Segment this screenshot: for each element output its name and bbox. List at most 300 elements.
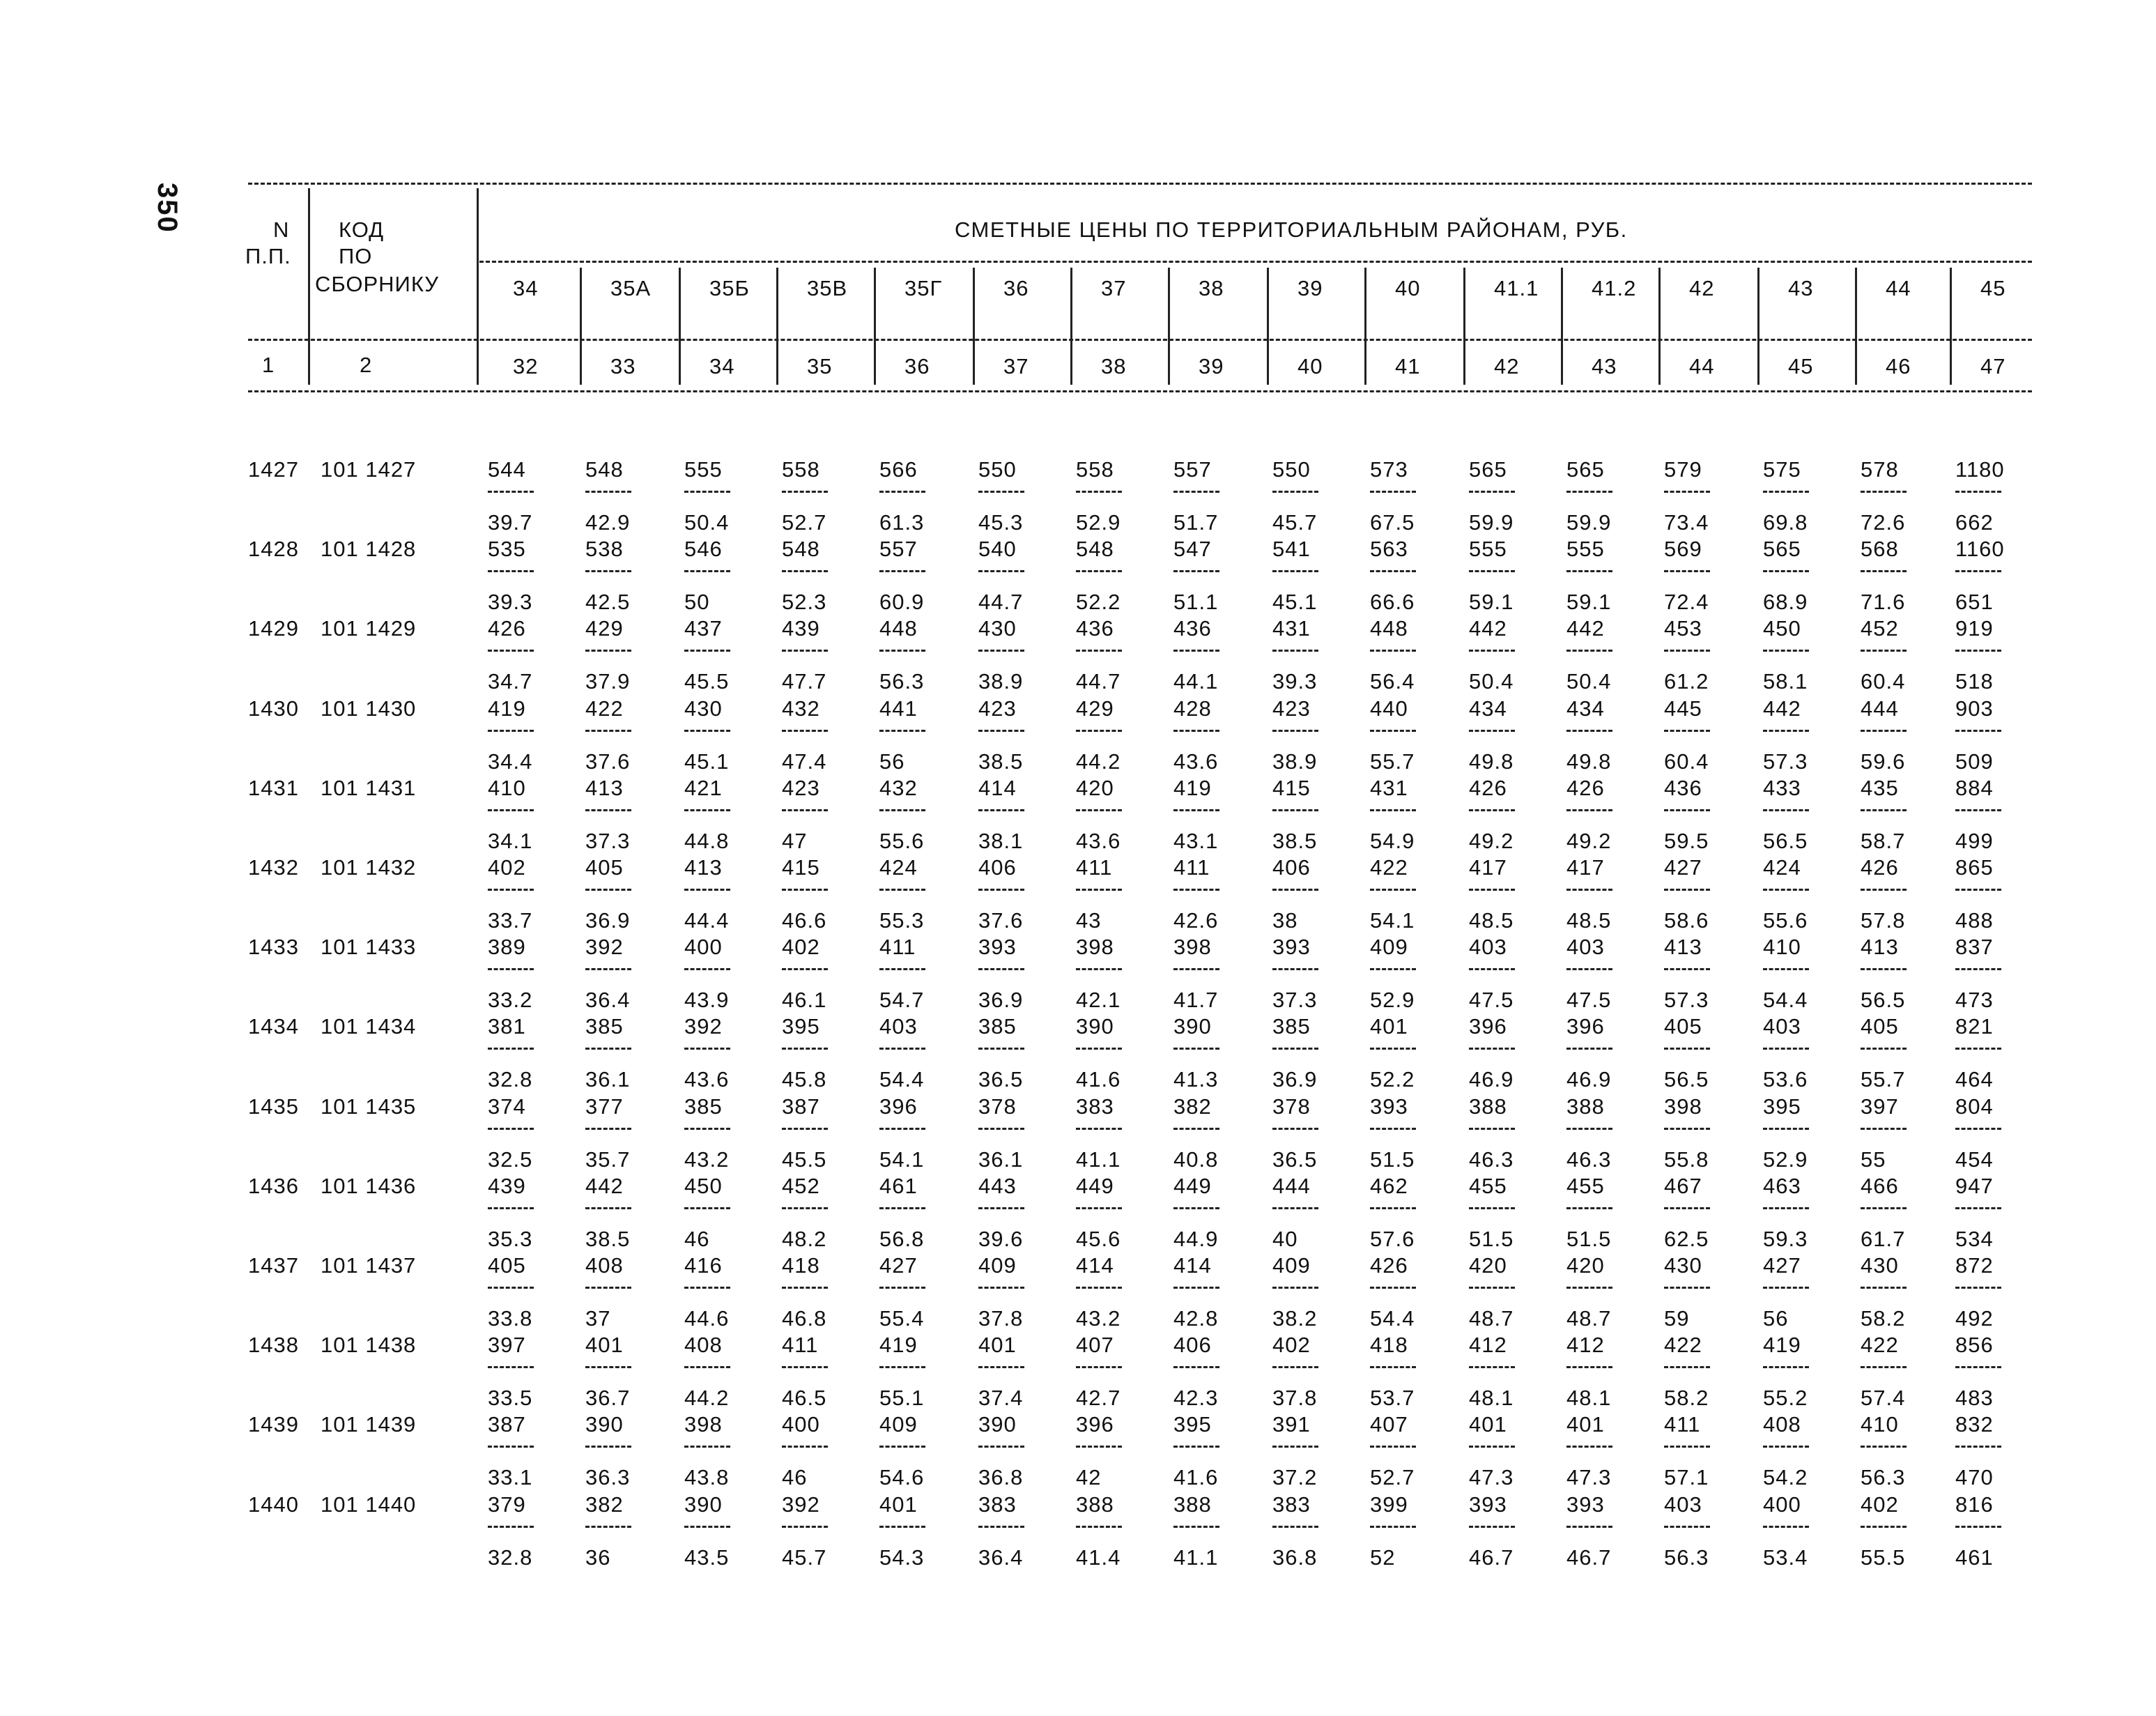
fraction-separator [1272,1526,1318,1528]
fraction-separator [1955,1048,2001,1050]
price-value: 395 [782,1014,820,1039]
price-value: 422 [1664,1333,1702,1357]
price-value: 428 [1173,696,1212,721]
price-value: 398 [1173,935,1212,959]
price-value: 442 [1763,696,1801,721]
wage-value: 36.8 [1272,1545,1318,1570]
price-value: 408 [585,1253,624,1278]
wage-value: 47 [782,829,808,853]
fraction-separator [1566,1048,1612,1050]
wage-value: 47.4 [782,749,827,774]
price-value: 413 [585,776,624,800]
price-value: 377 [585,1094,624,1119]
fraction-separator [1370,889,1416,891]
price-value: 439 [782,616,820,641]
price-value: 385 [684,1094,723,1119]
wage-value: 54.9 [1370,829,1415,853]
price-value: 402 [1861,1492,1899,1517]
fraction-separator [1664,889,1710,891]
wage-value: 33.2 [488,988,533,1012]
fraction-separator [1173,491,1219,493]
wage-value: 48.7 [1566,1306,1612,1331]
fraction-separator [1173,1446,1219,1448]
wage-value: 54.4 [1763,988,1808,1012]
price-value: 434 [1469,696,1507,721]
price-value: 396 [879,1094,918,1119]
row-code: 101 1432 [321,855,417,880]
price-value: 423 [782,776,820,800]
column-number: 46 [1886,354,1911,378]
fraction-separator [879,1287,925,1289]
fraction-separator [1469,1207,1515,1209]
price-value: 450 [1763,616,1801,641]
price-value: 422 [1370,855,1408,880]
fraction-separator [1861,1446,1907,1448]
wage-value: 45.5 [684,669,730,694]
fraction-separator [1272,1128,1318,1130]
row-number: 1431 [248,776,299,800]
wage-value: 35.3 [488,1227,533,1251]
price-value: 429 [585,616,624,641]
fraction-separator [1763,491,1809,493]
price-value: 467 [1664,1174,1702,1198]
price-value: 455 [1566,1174,1605,1198]
price-value: 415 [782,855,820,880]
wage-value: 60.4 [1861,669,1906,694]
price-value: 397 [488,1333,526,1357]
wage-value: 47.5 [1566,988,1612,1012]
price-value: 865 [1955,855,1994,880]
price-value: 821 [1955,1014,1994,1039]
fraction-separator [684,809,730,811]
price-value: 432 [782,696,820,721]
wage-value: 72.6 [1861,510,1906,535]
fraction-separator [684,1207,730,1209]
wage-value: 43.6 [1173,749,1219,774]
column-divider [1855,268,1857,385]
wage-value: 662 [1955,510,1994,535]
price-value: 411 [1076,855,1113,880]
row-number: 1434 [248,1014,299,1039]
fraction-separator [1566,1207,1612,1209]
fraction-separator [1076,1366,1122,1368]
wage-value: 68.9 [1763,590,1808,614]
fraction-separator [1566,1526,1612,1528]
wage-value: 46.5 [782,1386,827,1410]
fraction-separator [1076,968,1122,970]
wage-value: 470 [1955,1465,1994,1489]
fraction-separator [1664,1287,1710,1289]
wage-value: 54.1 [1370,908,1415,933]
price-value: 555 [684,457,723,482]
wage-value: 37.6 [585,749,631,774]
wage-value: 37.9 [585,669,631,694]
price-value: 411 [1664,1412,1701,1437]
wage-value: 57.6 [1370,1227,1415,1251]
wage-value: 37.8 [978,1306,1024,1331]
wage-value: 59.3 [1763,1227,1808,1251]
price-value: 903 [1955,696,1994,721]
wage-value: 55.8 [1664,1147,1709,1172]
fraction-separator [1173,809,1219,811]
price-value: 872 [1955,1253,1994,1278]
price-value: 416 [684,1253,723,1278]
wage-value: 39.3 [488,590,533,614]
fraction-separator [978,1526,1024,1528]
fraction-separator [1076,1048,1122,1050]
fraction-separator [978,1048,1024,1050]
wage-value: 36.8 [978,1465,1024,1489]
price-value: 382 [585,1492,624,1517]
fraction-separator [1076,1128,1122,1130]
fraction-separator [1469,1287,1515,1289]
fraction-separator [1076,1207,1122,1209]
price-value: 565 [1469,457,1507,482]
price-value: 397 [1861,1094,1899,1119]
price-value: 422 [585,696,624,721]
fraction-separator [1763,968,1809,970]
price-value: 378 [978,1094,1017,1119]
price-value: 388 [1173,1492,1212,1517]
price-value: 388 [1469,1094,1507,1119]
region-code-header: 37 [1101,276,1127,300]
fraction-separator [1763,1526,1809,1528]
header-top-rule [248,183,2032,185]
fraction-separator [684,889,730,891]
fraction-separator [1955,650,2001,652]
wage-value: 48.7 [1469,1306,1514,1331]
fraction-separator [782,968,828,970]
fraction-separator [1370,730,1416,732]
fraction-separator [1469,1366,1515,1368]
wage-value: 73.4 [1664,510,1709,535]
price-value: 426 [488,616,526,641]
fraction-separator [684,650,730,652]
wage-value: 39.7 [488,510,533,535]
fraction-separator [1763,809,1809,811]
wage-value: 56.8 [879,1227,925,1251]
fraction-separator [1664,1207,1710,1209]
price-value: 430 [978,616,1017,641]
price-value: 426 [1370,1253,1408,1278]
fraction-separator [1955,889,2001,891]
price-value: 548 [1076,537,1114,561]
fraction-separator [1370,1446,1416,1448]
fraction-separator [488,1287,534,1289]
pp-label: П.П. [245,244,291,268]
wage-value: 46.6 [782,908,827,933]
price-value: 449 [1076,1174,1114,1198]
fraction-separator [1469,650,1515,652]
wage-value: 37.3 [1272,988,1318,1012]
price-value: 411 [879,935,916,959]
region-code-header: 39 [1298,276,1323,300]
fraction-separator [1272,1446,1318,1448]
wage-value: 42.7 [1076,1386,1121,1410]
table-title: СМЕТНЫЕ ЦЕНЫ ПО ТЕРРИТОРИАЛЬНЫМ РАЙОНАМ, РУБ. [955,217,1628,242]
wage-value: 55 [1861,1147,1886,1172]
price-value: 383 [978,1492,1017,1517]
fraction-separator [1469,730,1515,732]
wage-value: 46.9 [1566,1067,1612,1091]
price-value: 544 [488,457,526,482]
fraction-separator [879,650,925,652]
fraction-separator [978,809,1024,811]
region-code-header: 38 [1199,276,1224,300]
price-value: 431 [1272,616,1311,641]
wage-value: 52.7 [1370,1465,1415,1489]
row-code: 101 1440 [321,1492,417,1517]
price-value: 398 [1076,935,1114,959]
wage-value: 46.3 [1469,1147,1514,1172]
fraction-separator [879,570,925,572]
fraction-separator [488,1526,534,1528]
fraction-separator [1370,1526,1416,1528]
wage-value: 59.1 [1566,590,1612,614]
wage-value: 46.7 [1469,1545,1514,1570]
price-value: 444 [1272,1174,1311,1198]
price-value: 435 [1861,776,1899,800]
region-code-header: 40 [1395,276,1421,300]
fraction-separator [488,650,534,652]
price-value: 405 [1861,1014,1899,1039]
price-value: 390 [978,1412,1017,1437]
price-value: 547 [1173,537,1212,561]
fraction-separator [1955,1526,2001,1528]
wage-value: 44.2 [684,1386,730,1410]
fraction-separator [879,1128,925,1130]
price-value: 401 [1469,1412,1507,1437]
fraction-separator [1469,1526,1515,1528]
wage-value: 37.2 [1272,1465,1318,1489]
wage-value: 57.1 [1664,1465,1709,1489]
fraction-separator [1272,491,1318,493]
wage-value: 44.2 [1076,749,1121,774]
column-divider [1658,268,1661,385]
wage-value: 56 [879,749,905,774]
price-value: 436 [1664,776,1702,800]
wage-value: 46.9 [1469,1067,1514,1091]
fraction-separator [1763,650,1809,652]
wage-value: 54.4 [1370,1306,1415,1331]
fraction-separator [1763,570,1809,572]
fraction-separator [1664,650,1710,652]
fraction-separator [978,491,1024,493]
wage-value: 32.5 [488,1147,533,1172]
price-value: 410 [1861,1412,1899,1437]
price-value: 563 [1370,537,1408,561]
wage-value: 36.5 [978,1067,1024,1091]
price-value: 402 [1272,1333,1311,1357]
price-value: 569 [1664,537,1702,561]
fraction-separator [879,1207,925,1209]
price-value: 579 [1664,457,1702,482]
wage-value: 47.7 [782,669,827,694]
price-value: 430 [684,696,723,721]
price-value: 439 [488,1174,526,1198]
fraction-separator [1664,809,1710,811]
fraction-separator [782,1048,828,1050]
fraction-separator [1861,1128,1907,1130]
price-value: 461 [879,1174,918,1198]
fraction-separator [1664,1446,1710,1448]
price-value: 919 [1955,616,1994,641]
price-value: 566 [879,457,918,482]
fraction-separator [1664,1366,1710,1368]
wage-value: 43.8 [684,1465,730,1489]
wage-value: 55.3 [879,908,925,933]
price-value: 550 [978,457,1017,482]
price-value: 415 [1272,776,1311,800]
price-value: 466 [1861,1174,1899,1198]
fraction-separator [488,1446,534,1448]
price-value: 383 [1076,1094,1114,1119]
price-value: 450 [684,1174,723,1198]
wage-value: 43.6 [684,1067,730,1091]
wage-value: 43.5 [684,1545,730,1570]
wage-value: 36.7 [585,1386,631,1410]
column-number: 36 [904,354,930,378]
fraction-separator [879,1446,925,1448]
fraction-separator [1370,809,1416,811]
price-value: 417 [1566,855,1605,880]
wage-value: 58.2 [1664,1386,1709,1410]
price-value: 441 [879,696,918,721]
fraction-separator [1955,730,2001,732]
fraction-separator [585,809,631,811]
price-value: 430 [1664,1253,1702,1278]
fraction-separator [585,650,631,652]
price-value: 568 [1861,537,1899,561]
price-value: 379 [488,1492,526,1517]
wage-value: 46.7 [1566,1545,1612,1570]
row-number: 1436 [248,1174,299,1198]
wage-value: 39.6 [978,1227,1024,1251]
wage-value: 49.2 [1566,829,1612,853]
price-value: 392 [684,1014,723,1039]
price-value: 402 [782,935,820,959]
price-value: 442 [1566,616,1605,641]
price-value: 382 [1173,1094,1212,1119]
price-value: 411 [782,1333,819,1357]
wage-value: 36.9 [978,988,1024,1012]
column-number: 34 [709,354,735,378]
fraction-separator [1566,570,1612,572]
column-number: 43 [1592,354,1617,378]
price-value: 405 [585,855,624,880]
column-number: 45 [1788,354,1814,378]
column-divider [1364,268,1366,385]
fraction-separator [978,1287,1024,1289]
column-divider [1070,268,1072,385]
wage-value: 38.2 [1272,1306,1318,1331]
fraction-separator [1272,1048,1318,1050]
wage-value: 43.2 [1076,1306,1121,1331]
price-value: 401 [585,1333,624,1357]
wage-value: 41.4 [1076,1545,1121,1570]
price-value: 393 [978,935,1017,959]
wage-value: 36.5 [1272,1147,1318,1172]
row-number: 1427 [248,457,299,482]
wage-value: 48.1 [1566,1386,1612,1410]
sborniku-label: СБОРНИКУ [315,272,439,296]
price-value: 400 [684,935,723,959]
wage-value: 518 [1955,669,1994,694]
header-bottom-rule [248,390,2032,392]
price-value: 856 [1955,1333,1994,1357]
fraction-separator [1272,650,1318,652]
price-value: 403 [1763,1014,1801,1039]
price-value: 1160 [1955,537,2005,561]
wage-value: 488 [1955,908,1994,933]
wage-value: 37 [585,1306,611,1331]
wage-value: 50.4 [1469,669,1514,694]
price-value: 390 [684,1492,723,1517]
fraction-separator [1955,1128,2001,1130]
fraction-separator [1861,491,1907,493]
wage-value: 45.8 [782,1067,827,1091]
wage-value: 51.5 [1370,1147,1415,1172]
fraction-separator [782,650,828,652]
column-divider [874,268,876,385]
wage-value: 44.4 [684,908,730,933]
price-value: 426 [1861,855,1899,880]
price-value: 431 [1370,776,1408,800]
price-value: 436 [1076,616,1114,641]
fraction-separator [1173,730,1219,732]
price-value: 409 [1272,1253,1311,1278]
wage-value: 44.6 [684,1306,730,1331]
price-value: 455 [1469,1174,1507,1198]
price-value: 417 [1469,855,1507,880]
row-number: 1433 [248,935,299,959]
wage-value: 59.5 [1664,829,1709,853]
fraction-separator [782,1128,828,1130]
wage-value: 43 [1076,908,1102,933]
fraction-separator [1861,570,1907,572]
wage-value: 38.9 [1272,749,1318,774]
wage-value: 53.4 [1763,1545,1808,1570]
fraction-separator [978,1128,1024,1130]
fraction-separator [488,730,534,732]
price-value: 426 [1566,776,1605,800]
price-value: 546 [684,537,723,561]
region-code-header: 44 [1886,276,1911,300]
col-num-1: 1 [262,353,275,377]
price-value: 407 [1076,1333,1114,1357]
column-number: 42 [1494,354,1520,378]
region-code-header: 41.2 [1592,276,1637,300]
wage-value: 59.9 [1566,510,1612,535]
wage-value: 57.8 [1861,908,1906,933]
fraction-separator [684,1446,730,1448]
fraction-separator [1566,650,1612,652]
column-divider [776,268,778,385]
wage-value: 34.7 [488,669,533,694]
column-number: 47 [1980,354,2006,378]
price-value: 393 [1469,1492,1507,1517]
price-value: 398 [684,1412,723,1437]
price-value: 420 [1076,776,1114,800]
fraction-separator [684,570,730,572]
fraction-separator [879,968,925,970]
wage-value: 45.1 [1272,590,1318,614]
price-value: 816 [1955,1492,1994,1517]
column-divider [1757,268,1760,385]
wage-value: 41.1 [1173,1545,1219,1570]
row-number: 1432 [248,855,299,880]
price-value: 396 [1076,1412,1114,1437]
